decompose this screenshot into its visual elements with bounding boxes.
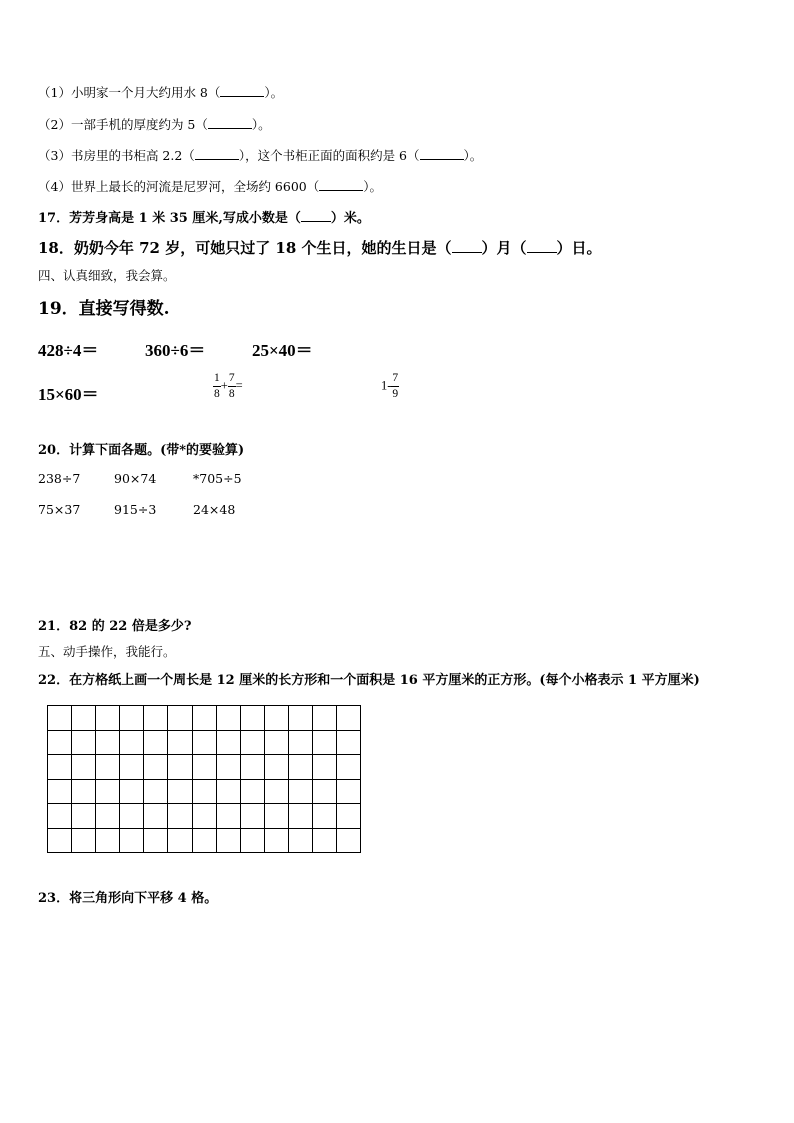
grid-cell[interactable] [241, 706, 265, 731]
fraction-sum [213, 371, 243, 402]
fraction-7-8 [228, 371, 236, 402]
section-4-heading: 四、认真细致，我会算。 [38, 268, 176, 283]
answer-blank[interactable] [195, 147, 239, 160]
q16-part2 [38, 115, 271, 133]
grid-cell[interactable] [48, 755, 72, 780]
fraction-7-9 [391, 371, 399, 402]
grid-cell[interactable] [313, 731, 337, 756]
grid-cell[interactable] [313, 755, 337, 780]
q18-end: ）日。 [556, 239, 602, 257]
denominator: 9 [392, 388, 399, 400]
grid-cell[interactable] [96, 829, 120, 854]
question-20-title: 20．计算下面各题。(带*的要验算) [38, 443, 245, 458]
grid-cell[interactable] [48, 731, 72, 756]
grid-cell[interactable] [337, 731, 361, 756]
grid-cell[interactable] [193, 755, 217, 780]
question-19-title: 19．直接写得数. [38, 299, 170, 319]
grid-cell[interactable] [120, 755, 144, 780]
answer-blank[interactable] [420, 147, 464, 160]
grid-cell[interactable] [289, 780, 313, 805]
numerator: 7 [391, 371, 399, 387]
grid-cell[interactable] [337, 755, 361, 780]
grid-cell[interactable] [120, 780, 144, 805]
grid-cell[interactable] [217, 829, 241, 854]
calc-238-div-7: 238÷7 [38, 471, 81, 486]
numerator: 1 [213, 371, 221, 387]
q16-part1 [38, 83, 283, 101]
grid-cell[interactable] [144, 755, 168, 780]
q16-part4-end: ）。 [363, 179, 383, 194]
grid-cell[interactable] [72, 706, 96, 731]
grid-cell[interactable] [265, 780, 289, 805]
calc-428-div-4: 428÷4＝ [38, 341, 99, 360]
grid-cell[interactable] [313, 780, 337, 805]
grid-cell[interactable] [48, 780, 72, 805]
q16-part1-text: （1）小明家一个月大约用水 8（ [38, 85, 221, 100]
q16-part3-text: （3）书房里的书柜高 2.2（ [38, 148, 195, 163]
grid-cell[interactable] [217, 706, 241, 731]
question-17 [38, 207, 370, 226]
q17-end: ）米。 [330, 211, 370, 226]
grid-cell[interactable] [144, 731, 168, 756]
grid-cell[interactable] [72, 780, 96, 805]
grid-cell[interactable] [289, 731, 313, 756]
grid-cell[interactable] [72, 829, 96, 854]
grid-cell[interactable] [241, 780, 265, 805]
section-5-heading: 五、动手操作，我能行。 [38, 644, 176, 659]
numerator: 7 [228, 371, 236, 387]
answer-blank[interactable] [527, 240, 557, 253]
grid-cell[interactable] [289, 829, 313, 854]
grid-cell[interactable] [313, 829, 337, 854]
q16-part2-text: （2）一部手机的厚度约为 5（ [38, 117, 208, 132]
grid-cell[interactable] [241, 755, 265, 780]
grid-cell[interactable] [144, 804, 168, 829]
grid-row [48, 731, 361, 756]
grid-cell[interactable] [96, 731, 120, 756]
grid-cell[interactable] [96, 706, 120, 731]
q16-part1-end: ）。 [264, 85, 284, 100]
grid-cell[interactable] [265, 731, 289, 756]
question-18 [38, 237, 602, 258]
answer-blank[interactable] [301, 209, 331, 222]
grid-cell[interactable] [217, 804, 241, 829]
grid-cell[interactable] [193, 804, 217, 829]
q16-part4 [38, 177, 382, 195]
grid-cell[interactable] [313, 706, 337, 731]
question-21: 21．82 的 22 倍是多少? [38, 619, 192, 634]
grid-cell[interactable] [120, 706, 144, 731]
minuend: 1- [381, 378, 392, 393]
q16-part3 [38, 146, 482, 164]
grid-cell[interactable] [217, 780, 241, 805]
grid-cell[interactable] [337, 706, 361, 731]
grid-cell[interactable] [337, 780, 361, 805]
grid-row [48, 804, 361, 829]
grid-row [48, 706, 361, 731]
grid-cell[interactable] [120, 804, 144, 829]
calc-90-times-74: 90×74 [114, 471, 157, 486]
grid-cell[interactable] [265, 706, 289, 731]
q16-part3-mid: ），这个书柜正面的面积约是 6（ [238, 148, 420, 163]
grid-cell[interactable] [96, 780, 120, 805]
grid-cell[interactable] [289, 804, 313, 829]
grid-cell[interactable] [48, 829, 72, 854]
grid-cell[interactable] [168, 780, 192, 805]
grid-cell[interactable] [241, 829, 265, 854]
grid-cell[interactable] [337, 804, 361, 829]
q18-text: 18．奶奶今年 72 岁，可她只过了 18 个生日，她的生日是（ [38, 239, 452, 257]
answer-blank[interactable] [319, 178, 363, 191]
q16-part4-text: （4）世界上最长的河流是尼罗河，全场约 6600（ [38, 179, 320, 194]
square-grid[interactable] [47, 705, 361, 853]
denominator: 8 [214, 388, 220, 400]
fraction-1-8 [213, 371, 221, 402]
q18-mid: ）月（ [481, 239, 527, 257]
grid-cell[interactable] [193, 731, 217, 756]
equals-sign: = [235, 378, 243, 393]
grid-cell[interactable] [168, 804, 192, 829]
grid-cell[interactable] [96, 804, 120, 829]
grid-cell[interactable] [265, 755, 289, 780]
calc-360-div-6: 360÷6＝ [145, 341, 206, 360]
answer-blank[interactable] [452, 240, 482, 253]
grid-cell[interactable] [265, 804, 289, 829]
grid-cell[interactable] [193, 829, 217, 854]
denominator: 8 [228, 388, 235, 400]
calc-75-times-37: 75×37 [38, 502, 81, 517]
grid-cell[interactable] [120, 731, 144, 756]
grid-cell[interactable] [96, 755, 120, 780]
calc-24-times-48: 24×48 [193, 502, 236, 517]
grid-cell[interactable] [217, 755, 241, 780]
grid-row [48, 755, 361, 780]
grid-cell[interactable] [144, 780, 168, 805]
grid-cell[interactable] [289, 755, 313, 780]
grid-row [48, 780, 361, 805]
grid-cell[interactable] [72, 755, 96, 780]
grid-cell[interactable] [241, 731, 265, 756]
answer-blank[interactable] [220, 84, 264, 97]
grid-cell[interactable] [72, 804, 96, 829]
grid-cell[interactable] [217, 731, 241, 756]
grid-cell[interactable] [168, 755, 192, 780]
grid-cell[interactable] [168, 731, 192, 756]
grid-cell[interactable] [48, 706, 72, 731]
question-22: 22．在方格纸上画一个周长是 12 厘米的长方形和一个面积是 16 平方厘米的正方形。(每个小格表示 1 平方厘米) [38, 673, 700, 688]
grid-cell[interactable] [72, 731, 96, 756]
calc-15-times-60: 15×60＝ [38, 385, 99, 404]
q16-part3-end: ）。 [463, 148, 483, 163]
grid-cell[interactable] [120, 829, 144, 854]
answer-blank[interactable] [208, 116, 252, 129]
grid-cell[interactable] [48, 804, 72, 829]
q17-text: 17．芳芳身高是 1 米 35 厘米,写成小数是（ [38, 211, 301, 226]
grid-cell[interactable] [265, 829, 289, 854]
grid-cell[interactable] [168, 829, 192, 854]
grid-cell[interactable] [337, 829, 361, 854]
q16-part2-end: ）。 [251, 117, 271, 132]
question-23: 23．将三角形向下平移 4 格。 [38, 891, 218, 906]
grid-cell[interactable] [144, 706, 168, 731]
grid-cell[interactable] [313, 804, 337, 829]
grid-row [48, 829, 361, 854]
grid-cell[interactable] [241, 804, 265, 829]
grid-cell[interactable] [144, 829, 168, 854]
calc-705-div-5: *705÷5 [193, 471, 242, 486]
grid-cell[interactable] [168, 706, 192, 731]
grid-cell[interactable] [193, 706, 217, 731]
calc-25-times-40: 25×40＝ [252, 341, 313, 360]
grid-cell[interactable] [193, 780, 217, 805]
plus-sign: + [220, 378, 228, 393]
calc-915-div-3: 915÷3 [114, 502, 157, 517]
grid-cell[interactable] [289, 706, 313, 731]
fraction-difference [381, 371, 399, 402]
